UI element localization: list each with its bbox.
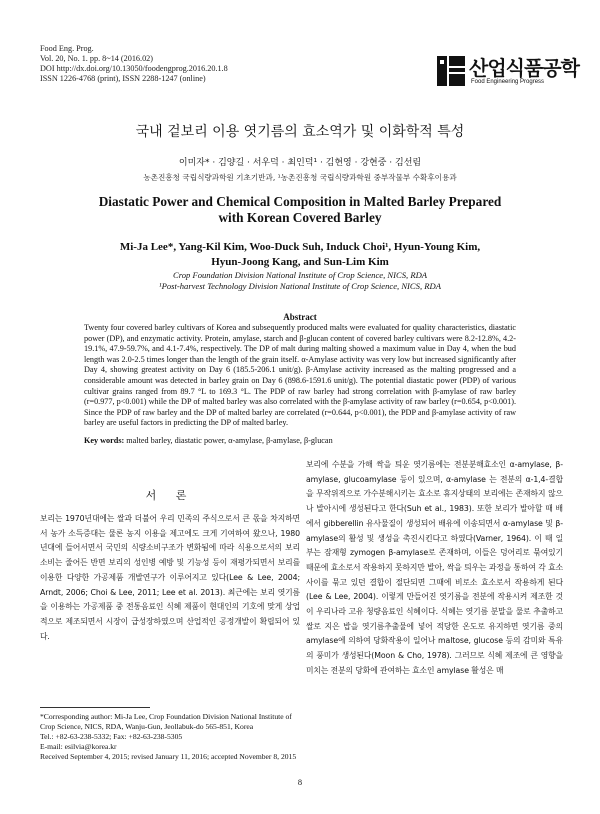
journal-logo-mark-icon	[435, 54, 467, 88]
english-authors-line: Mi-Ja Lee*, Yang-Kil Kim, Woo-Duck Suh, Induck Choi¹, Hyun-Young Kim,	[119, 241, 481, 253]
journal-name: Food Eng. Prog.	[40, 44, 94, 53]
english-title	[60, 194, 540, 226]
footnote	[40, 712, 302, 762]
footnote-email: E-mail: esilvia@korea.kr	[40, 742, 117, 751]
journal-issn: ISSN 1226-4768 (print), ISSN 2288-1247 (online)	[40, 74, 206, 83]
section-heading-introduction: 서 론	[145, 489, 195, 502]
footnote-dates: Received September 4, 2015; revised January 11, 2016; accepted November 8, 2015	[40, 752, 297, 761]
english-authors	[70, 240, 530, 270]
english-affiliation-line: ¹Post-harvest Technology Division National Institute of Crop Science, NICS, RDA	[159, 281, 441, 291]
logo-subtitle: Food Engineering Progress	[471, 79, 545, 85]
abstract-heading: Abstract	[283, 312, 317, 322]
footnote-tel: Tel.: +82-63-238-5332; Fax: +82-63-238-5305	[40, 732, 183, 741]
journal-meta	[40, 44, 370, 84]
korean-authors: 이미자* · 김양길 · 서우덕 · 최인덕¹ · 김현영 · 강현중 · 김선림	[178, 158, 422, 168]
page-number: 8	[297, 778, 303, 787]
keywords-label: Key words:	[84, 436, 125, 445]
korean-title: 국내 겉보리 이용 엿기름의 효소역가 및 이화학적 특성	[135, 124, 465, 140]
journal-doi: DOI http://dx.doi.org/10.13050/foodengprog.2016.20.1.8	[40, 64, 228, 73]
keywords-list: malted barley, diastatic power, α-amylase, β-amylase, β-glucan	[126, 436, 333, 445]
english-title-line: Diastatic Power and Chemical Composition in Malted Barley Prepared	[98, 194, 502, 209]
body-right-column: 보리에 수분을 가해 싹을 틔운 엿기름에는 전분분해효소인 α-amylase, β-amylase, glucoamylase 등이 있으며, α-amylase 는 전분의 α-1,4-결합을 무작위적으로 가수분해시키는 효소로 휴지상태의 보리에는 존재하지 않으나 발아시에 생성된다고 한다(Suh et al., 1983). 또한 보리가 발아할 때 배에서 gibberellin 유사물질이 생성되어 배유에 이송되면서 α-amylase 및 β-amylase의 활성 및 생성을 촉진시킨다고 하였다(Varner, 1964). 이 때 일부는 잠재형 zymogen β-amylase로 존재하며, 이들은 덩어리로 묶여있기 때문에 효소로서 작용하지 못하지만 발아, 싹을 틔우는 과정을 통하여 각 효소 사이를 묶고 있던 결합이 절단되면 그때에 비로소 효소로서 작용하게 된다(Lee & Lee, 2004). 이렇게 만들어진 엿기름을 전분에 작용시켜 제조한 것이 우리나라 고유 청량음료인 식혜이다. 식혜는 엿기름 분말을 물로 추출하고 쌀로 지은 밥을 엿기름추출물에 넣어 적당한 온도로 유지하면 엿기름 중의 amylase에 의하여 당화작용이 일어나 maltose, glucose 등의 감미와 특유의 풍미가 생성된다(Moon & Cho, 1978). 그러므로 식혜 제조에 큰 영향을 미치는 전분의 당화에 관여하는 효소인 amylase 활성은 매	[306, 460, 563, 675]
english-title-line: with Korean Covered Barley	[218, 210, 382, 225]
journal-volume: Vol. 20, No. 1. pp. 8~14 (2016.02)	[40, 54, 153, 63]
english-affiliation	[70, 270, 530, 292]
english-authors-line: Hyun-Joong Kang, and Sun-Lim Kim	[211, 256, 389, 268]
body-left-column: 보리는 1970년대에는 쌀과 더불어 우리 민족의 주식으로서 큰 몫을 차지하면서 농가 소득증대는 물론 농지 이용을 제고에도 크게 기여하여 왔으나, 1980년대에 들어서면서 국민의 식량소비구조가 변화됨에 따라 식용으로서의 보리소비는 줄어든 반면 보리의 성인병 예방 및 기능성 등이 재평가되면서 보리를 이용한 다양한 가공제품 개발연구가 이루어지고 있다(Lee & Lee, 2004; Arndt, 2006; Choi & Lee, 2011; Lee et al. 2013). 최근에는 보리 엿기름을 이용하는 가공제품 중 전통음료인 식혜 제품이 현대인의 기호에 맞게 상업적으로 제조되면서 시장이 급성장하였으며 산업적인 공정개발이 확립되어 있다.	[40, 514, 300, 641]
korean-affiliation: 농촌진흥청 국립식량과학원 기초기반과, ¹농촌진흥청 국립식량과학원 중부작물부 수확후이용과	[143, 173, 457, 182]
footnote-divider	[40, 707, 150, 708]
abstract-text: Twenty four covered barley cultivars of Korea and subsequently produced malts were evaluated for quality characteristics, diastatic power (DP), and enzymatic activity. Protein, amylase, starch and β-glucan content of covered barley cultivars were 8.2-12.8%, 4.2-19.1%, 47.9-59.7%, and 4.1-7.4%, respectively. The DP of malt during malting showed a maximum value in Day 4, when the bud length was 2.0-2.5 times longer than the length of the grain itself. α-Amylase activity was very low but increased significantly after Day 4, showing greatest activity on Day 6 (185.5-206.1 unit/g). β-Amylase activity increased as the malting progressed and a considerable amount was detected in barley grain on Day 6 (898.6-1591.6 unit/g). The potential diastatic power (PDP) of various cultivar grains ranged from 89.7 °L to 169.3 °L. The PDP of raw barley had strong correlation with β-amylase of raw barley (r=0.977, p<0.001) while the DP of malted barley was also correlated with the β-amylase activity of raw barley (r=0.654, p<0.001). Since the PDP of raw barley and the DP of malted barley are correlated (r=0.644, p<0.001), the PDP and β-amylase activity of raw barley are useful factors in predicting the DP of malted barley.	[84, 323, 516, 428]
keywords	[84, 436, 516, 445]
footnote-corresponding: *Corresponding author: Mi-Ja Lee, Crop Foundation Division National Institute of Crop Science, NICS, RDA, Wanju-Gun, Jeollabuk-do 565-851, Korea	[40, 712, 292, 731]
journal-logo	[435, 52, 579, 94]
english-affiliation-line: Crop Foundation Division National Institute of Crop Science, NICS, RDA	[172, 270, 428, 280]
logo-title: 산업식품공학	[469, 56, 579, 80]
